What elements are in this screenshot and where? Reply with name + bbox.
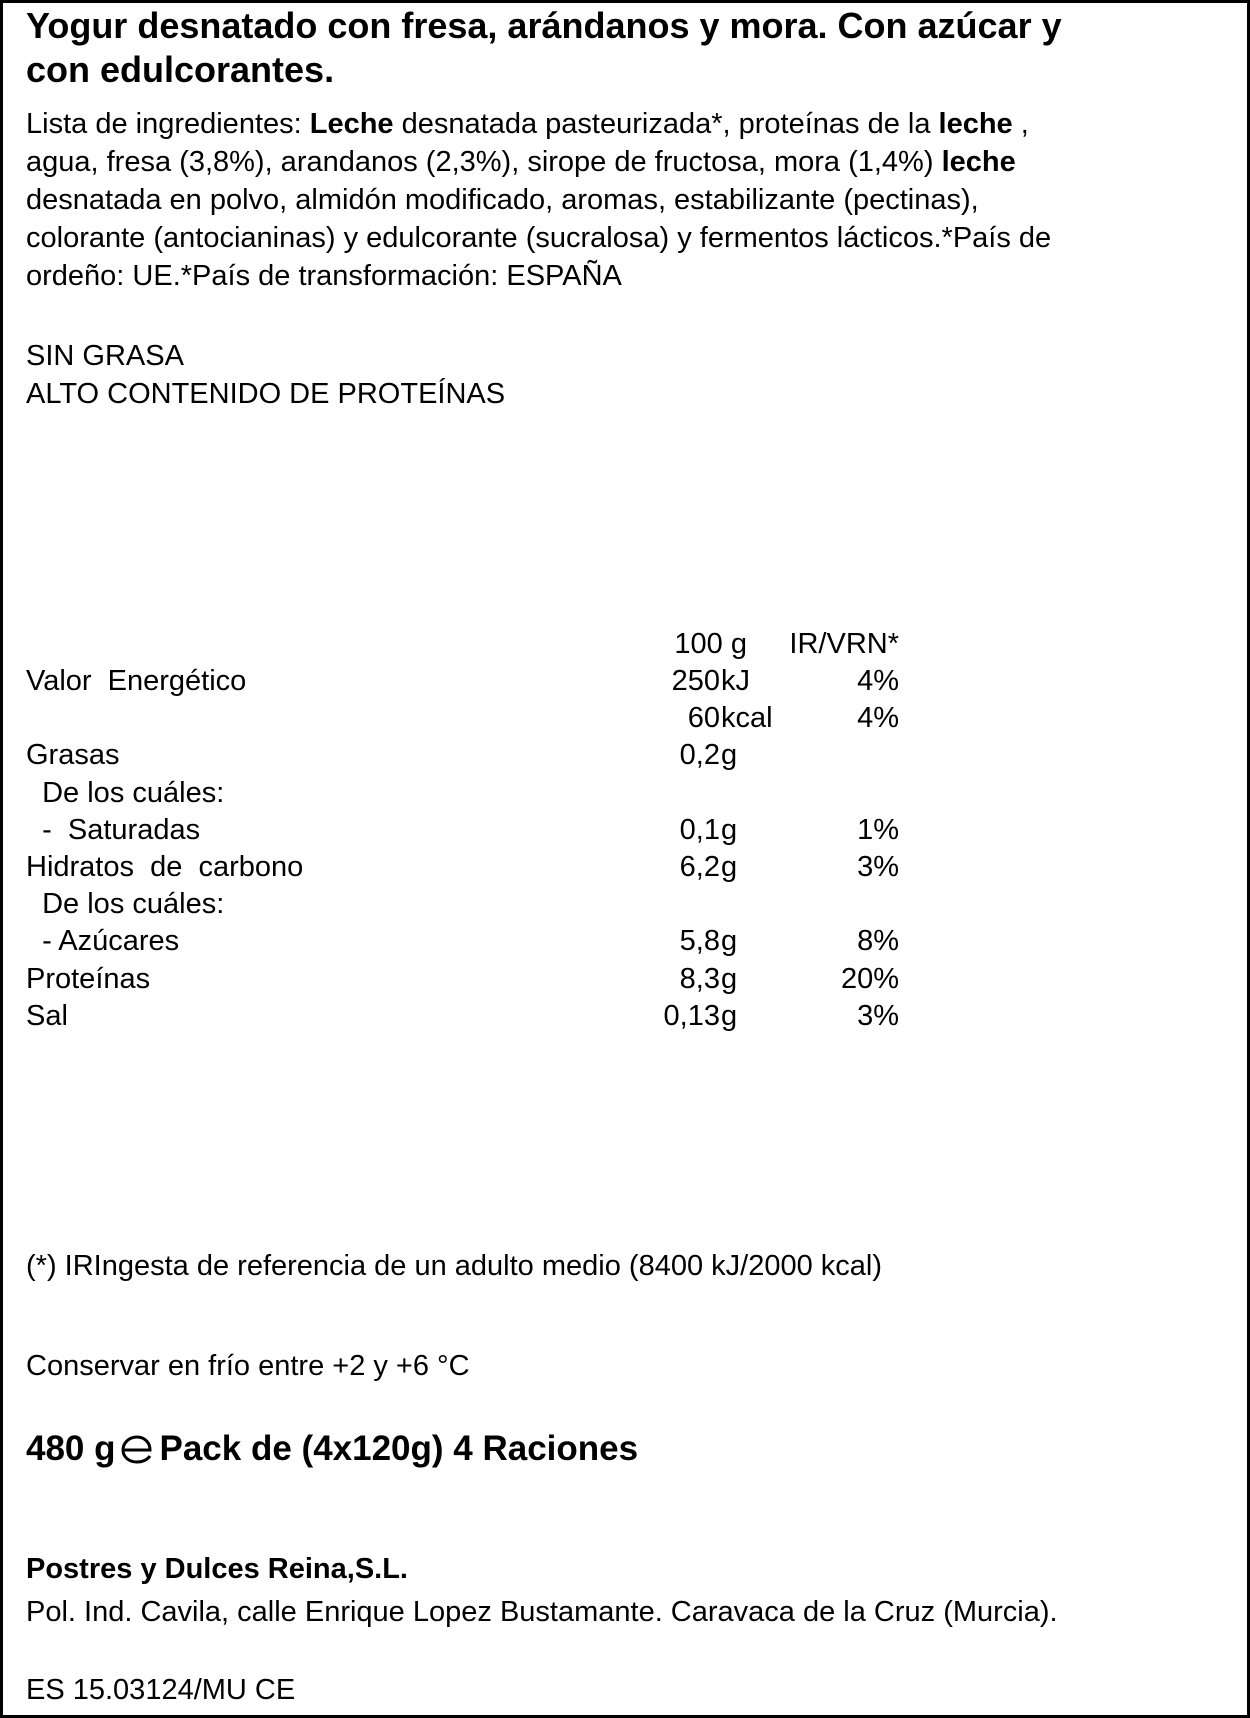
ingredients-line-1 — [26, 105, 1029, 143]
nutrient-ri-percent: 1% — [857, 814, 899, 846]
nutrition-header-per-100g: 100 g — [674, 628, 747, 660]
nutrient-label: Grasas — [26, 739, 120, 771]
nutrient-label: De los cuáles: — [26, 888, 225, 920]
product-title-line-1: Yogur desnatado con fresa, arándanos y mora. Con azúcar y — [26, 5, 1062, 46]
nutrient-value: 250 — [671, 665, 720, 697]
ingredients-label: Lista de ingredientes: — [26, 108, 310, 140]
nutrient-label: - Azúcares — [26, 925, 180, 957]
nutrient-ri-percent: 4% — [857, 665, 899, 697]
nutrient-label: Hidratos de carbono — [26, 851, 304, 883]
ingredients-line-2 — [26, 143, 1016, 181]
nutrient-label: Valor Energético — [26, 665, 247, 697]
product-title-line-2: con edulcorantes. — [26, 49, 335, 90]
nutrient-value: 0,1 — [679, 814, 720, 846]
company-address: Pol. Ind. Cavila, calle Enrique Lopez Bustamante. Caravaca de la Cruz (Murcia). — [26, 1596, 1058, 1628]
storage-instructions: Conservar en frío entre +2 y +6 °C — [26, 1350, 470, 1382]
nutrient-ri-percent: 20% — [840, 963, 899, 995]
nutrition-header-ri: IR/VRN* — [789, 628, 899, 660]
claim-alto-proteinas: ALTO CONTENIDO DE PROTEÍNAS — [26, 378, 506, 410]
pack-description: Pack de (4x120g) 4 Raciones — [159, 1429, 639, 1468]
ingredients-line-5: ordeño: UE.*País de transformación: ESPAÑA — [26, 260, 622, 292]
claim-sin-grasa: SIN GRASA — [26, 340, 184, 372]
nutrient-unit: g — [721, 814, 738, 846]
nutrient-ri-percent: 4% — [857, 702, 899, 734]
ingredients-text: agua, fresa (3,8%), arandanos (2,3%), sirope de fructosa, mora (1,4%) — [26, 146, 942, 178]
allergen-leche: leche — [941, 146, 1016, 178]
ingredients-line-4: colorante (antocianinas) y edulcorante (sucralosa) y fermentos lácticos.*País de — [26, 222, 1052, 254]
company-name: Postres y Dulces Reina,S.L. — [26, 1553, 408, 1585]
nutrient-label: De los cuáles: — [26, 777, 225, 809]
ingredients-text: desnatada pasteurizada*, proteínas de la — [393, 108, 939, 140]
nutrient-value: 60 — [687, 702, 720, 734]
health-mark-registry: ES 15.03124/MU CE — [26, 1674, 296, 1706]
nutrient-ri-percent: 8% — [857, 925, 899, 957]
e-mark-icon — [120, 1433, 154, 1473]
net-weight: 480 g — [26, 1429, 116, 1468]
nutrient-ri-percent: 3% — [857, 851, 899, 883]
nutrient-label: Sal — [26, 1000, 68, 1032]
nutrient-unit: g — [721, 739, 738, 771]
ingredients-line-3: desnatada en polvo, almidón modificado, aromas, estabilizante (pectinas), — [26, 184, 979, 216]
nutrient-label: Proteínas — [26, 963, 151, 995]
nutrient-value: 0,13 — [663, 1000, 720, 1032]
net-weight-line — [26, 1429, 638, 1473]
ri-footnote: (*) IRIngesta de referencia de un adulto medio (8400 kJ/2000 kcal) — [26, 1250, 882, 1282]
nutrient-value: 5,8 — [679, 925, 720, 957]
nutrient-value: 6,2 — [679, 851, 720, 883]
nutrient-unit: g — [721, 963, 738, 995]
nutrient-label: - Saturadas — [26, 814, 201, 846]
allergen-leche: Leche — [309, 108, 394, 140]
nutrient-value: 0,2 — [679, 739, 720, 771]
nutrient-unit: g — [721, 851, 738, 883]
ingredients-text: , — [1012, 108, 1029, 140]
nutrient-value: 8,3 — [679, 963, 720, 995]
nutrient-unit: g — [721, 925, 738, 957]
nutrient-unit: g — [721, 1000, 738, 1032]
allergen-leche: leche — [938, 108, 1013, 140]
nutrient-unit: kcal — [721, 702, 773, 734]
nutrient-ri-percent: 3% — [857, 1000, 899, 1032]
nutrient-unit: kJ — [721, 665, 750, 697]
